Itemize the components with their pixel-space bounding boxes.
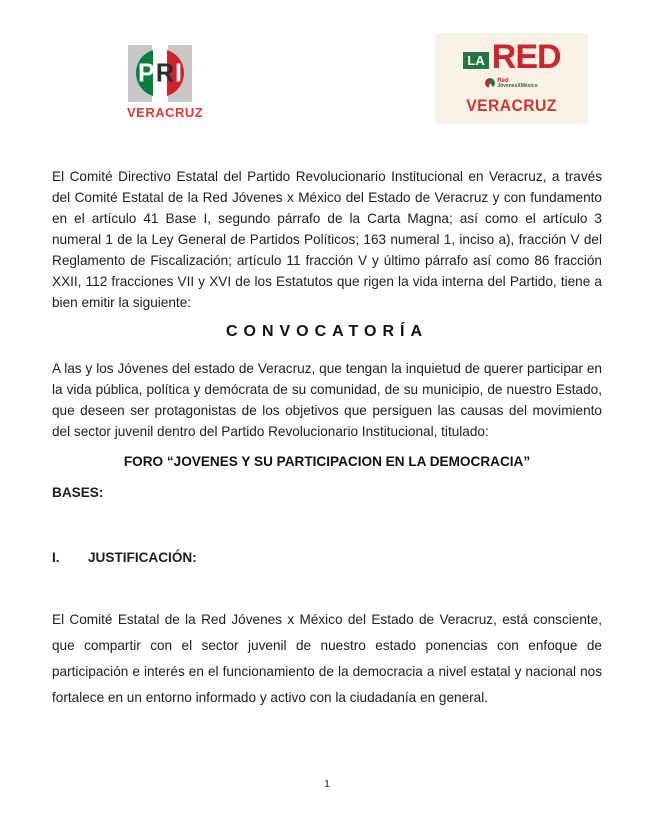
pri-letters <box>136 49 184 97</box>
addressee-paragraph: A las y los Jóvenes del estado de Veracruz, que tengan la inquietud de querer participar en la vida pública, política y demócrata de su comunidad, de su municipio, de nuestro Estado, que deseen ser protagonistas de los objetivos que persiguen las causas del movimiento del sector juvenil dentro del Partido Revolucionario Institucional, titulado: <box>52 361 602 439</box>
lared-subbrand-jovenes: JóvenesXMéxico <box>497 82 538 89</box>
section-heading-justificacion <box>52 549 602 566</box>
pri-veracruz-logo <box>127 45 204 120</box>
section-title: JUSTIFICACIÓN: <box>88 550 197 565</box>
lared-red-wordmark: RED <box>491 37 561 77</box>
document-content <box>52 166 602 711</box>
lared-subbrand <box>435 76 588 90</box>
justificacion-paragraph: El Comité Estatal de la Red Jóvenes x México del Estado de Veracruz, está consciente, que compartir con el sector juvenil de nuestro estado ponencias con enfoque de participación e interés en el funcionamiento de la democracia a nivel estatal y nacional nos fortalece en un entorno informado y activo con la ciudadanía en general. <box>52 612 602 705</box>
bases-label: BASES: <box>52 485 104 500</box>
pri-letter-i: I <box>175 58 182 88</box>
lared-subbrand-red: Red <box>497 77 509 84</box>
red-jovenes-swirl-icon <box>485 78 495 88</box>
lared-subbrand-text <box>497 78 537 89</box>
lared-region-label: VERACRUZ <box>466 96 557 115</box>
page-number: 1 <box>324 778 330 790</box>
section-number: I. <box>52 550 60 565</box>
lared-la-badge: LA <box>462 51 489 70</box>
lared-wordmark <box>435 37 588 77</box>
pri-letter-p: P <box>138 58 155 88</box>
lared-veracruz-logo <box>435 33 588 124</box>
pri-letter-r: R <box>155 58 174 88</box>
pri-emblem <box>128 45 192 102</box>
pri-region-label: VERACRUZ <box>127 105 204 120</box>
document-title: CONVOCATORÍA <box>225 323 429 340</box>
foro-title: FORO “JOVENES Y SU PARTICIPACION EN LA DEMOCRACIA” <box>123 454 531 469</box>
intro-paragraph: El Comité Directivo Estatal del Partido Revolucionario Institucional en Veracruz, a través del Comité Estatal de la Red Jóvenes x México del Estado de Veracruz y con fundamento en el artículo 41 Base I, segundo párrafo de la Carta Magna; así como el artículo 3 numeral 1 de la Ley General de Partidos Políticos; 163 numeral 1, inciso a), fracción V del Reglamento de Fiscalización; artículo 11 fracción V y último párrafo así como 86 fracción XXII, 112 fracciones VII y XVI de los Estatutos que rigen la vida interna del Partido, tiene a bien emitir la siguiente: <box>52 169 602 310</box>
